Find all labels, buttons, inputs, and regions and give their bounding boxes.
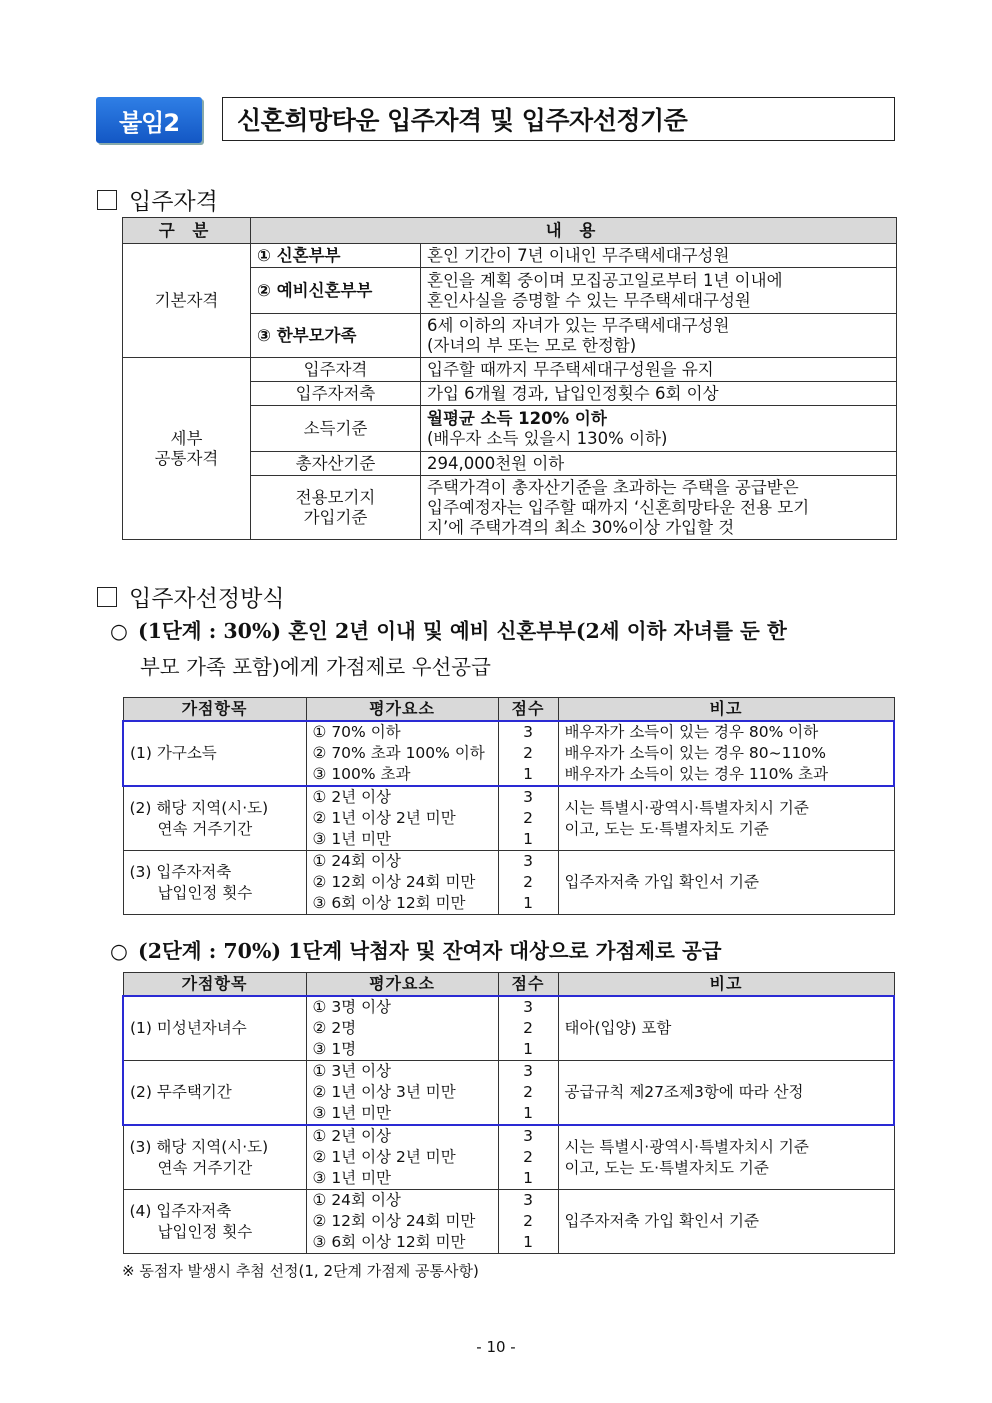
stage1-score-table [122,697,895,915]
score-values [498,786,558,851]
factor: ② 70% 초과 100% 이하 [312,744,485,762]
score-note: 공급규칙 제27조제3항에 따라 산정 [558,1061,894,1126]
col-header-score: 점수 [498,698,558,722]
factor: ① 24회 이상 [312,1191,401,1209]
score-values [498,1125,558,1190]
basic-content [421,268,897,314]
score-values [498,851,558,915]
score: 3 [523,1062,533,1080]
score-factors [306,851,498,915]
detail-eligibility-label [123,358,251,540]
col-header-note: 비고 [558,973,894,997]
score: 1 [523,765,533,783]
note-line: 이고, 도는 도·특별자치도 기준 [564,819,769,838]
note-line: 배우자가 소득이 있는 경우 110% 초과 [564,765,829,783]
col-header-category: 구 분 [123,218,251,244]
stage1-line2: 부모 가족 포함)에게 가점제로 우선공급 [140,655,491,679]
section1-heading [97,183,218,216]
note-line: 시는 특별시·광역시·특별자치시 기준 [564,1137,809,1156]
score-factors [306,1190,498,1254]
col-header-content: 내 용 [251,218,897,244]
score: 2 [523,1019,533,1037]
stage1-line [110,613,900,649]
score-values [498,1190,558,1254]
factor: ① 24회 이상 [312,852,401,870]
score: 2 [523,809,533,827]
item-line: 납입인정 횟수 [157,1222,253,1241]
detail-content [421,406,897,452]
score-factors [306,721,498,786]
score-factors [306,996,498,1061]
detail-item [251,476,421,540]
checkbox-square-icon [97,587,117,607]
detail-label-line: 세부 [170,428,203,448]
score-factors [306,1061,498,1126]
content-line: 지’에 주택가격의 최소 30%이상 가입할 것 [427,517,735,537]
col-header-factor: 평가요소 [306,973,498,997]
score-item: (2) 무주택기간 [123,1061,306,1126]
factor: ① 3명 이상 [312,998,392,1016]
score: 2 [523,873,533,891]
col-header-note: 비고 [558,698,894,722]
stage1-line1: (1단계 : 30%) 혼인 2년 이내 및 예비 신혼부부(2세 이하 자녀를 둔 한 [138,619,787,643]
score-factors [306,786,498,851]
detail-item: 입주자저축 [251,382,421,406]
score: 1 [523,894,533,912]
score: 2 [523,1083,533,1101]
detail-content: 294,000천원 이하 [421,452,897,476]
item-line: 전용모기지 [295,487,376,507]
basic-eligibility-label: 기본자격 [123,244,251,358]
factor: ① 3년 이상 [312,1062,392,1080]
content-line: 주택가격이 총자산기준을 초과하는 주택을 공급받은 [427,477,799,497]
content-line: (배우자 소득 있을시 130% 이하) [427,428,668,448]
stage2-score-table [122,972,895,1254]
score-item: (1) 가구소득 [123,721,306,786]
score-item [123,786,306,851]
item-line: 연속 거주기간 [157,819,253,838]
page-number: - 10 - [476,1338,516,1356]
detail-content: 입주할 때까지 무주택세대구성원을 유지 [421,358,897,382]
stage2-line1: (2단계 : 70%) 1단계 낙첨자 및 잔여자 대상으로 가점제로 공급 [138,939,722,963]
note-line: 이고, 도는 도·특별자치도 기준 [564,1158,769,1177]
score-factors [306,1125,498,1190]
score-note [558,721,894,786]
score: 2 [523,1212,533,1230]
item-line: 연속 거주기간 [157,1158,253,1177]
item-line: (3) 입주자저축 [129,862,232,881]
basic-item: ② 예비신혼부부 [251,268,421,314]
score: 2 [523,1148,533,1166]
col-header-item: 가점항목 [123,698,306,722]
content-line: 혼인을 계획 중이며 모집공고일로부터 1년 이내에 [427,270,783,290]
content-line: 6세 이하의 자녀가 있는 무주택세대구성원 [427,315,730,335]
factor: ② 1년 이상 2년 미만 [312,1148,456,1166]
score: 1 [523,1169,533,1187]
score: 1 [523,1233,533,1251]
factor: ③ 1명 [312,1040,357,1058]
score-note: 입주자저축 가입 확인서 기준 [558,851,894,915]
score: 2 [523,744,533,762]
circle-bullet-icon: ○ [110,619,128,643]
factor: ② 1년 이상 2년 미만 [312,809,456,827]
item-line: (3) 해당 지역(시·도) [129,1137,269,1156]
factor: ② 12회 이상 24회 미만 [312,1212,476,1230]
factor: ① 2년 이상 [312,788,392,806]
eligibility-table [122,217,897,540]
detail-item: 입주자격 [251,358,421,382]
factor: ① 2년 이상 [312,1127,392,1145]
detail-item: 총자산기준 [251,452,421,476]
score-values [498,1061,558,1126]
score-note [558,1125,894,1190]
factor: ② 1년 이상 3년 미만 [312,1083,456,1101]
col-header-factor: 평가요소 [306,698,498,722]
content-line: 입주예정자는 입주할 때까지 ‘신혼희망타운 전용 모기 [427,497,810,517]
score: 1 [523,1040,533,1058]
footnote: ※ 동점자 발생시 추첨 선정(1, 2단계 가점제 공통사항) [122,1262,479,1280]
attachment-badge: 붙임2 [96,97,202,143]
factor: ③ 1년 미만 [312,1169,392,1187]
factor: ① 70% 이하 [312,723,401,741]
score-values [498,721,558,786]
detail-item: 소득기준 [251,406,421,452]
col-header-item: 가점항목 [123,973,306,997]
factor: ③ 1년 미만 [312,830,392,848]
score: 3 [523,723,533,741]
factor: ③ 6회 이상 12회 미만 [312,894,466,912]
section1-heading-text: 입주자격 [129,189,218,215]
section2-heading-text: 입주자선정방식 [129,586,285,612]
score: 1 [523,1104,533,1122]
score: 3 [523,852,533,870]
score-item: (1) 미성년자녀수 [123,996,306,1061]
score-item [123,851,306,915]
detail-label-line: 공통자격 [154,448,219,468]
basic-item: ③ 한부모가족 [251,314,421,358]
basic-content: 혼인 기간이 7년 이내인 무주택세대구성원 [421,244,897,268]
score-note: 태아(입양) 포함 [558,996,894,1061]
title-text: 신혼희망타운 입주자격 및 입주자선정기준 [237,106,688,135]
score: 3 [523,998,533,1016]
score: 1 [523,830,533,848]
item-line: (2) 해당 지역(시·도) [129,798,269,817]
page-title [222,97,895,141]
score-note: 입주자저축 가입 확인서 기준 [558,1190,894,1254]
content-line: 혼인사실을 증명할 수 있는 무주택세대구성원 [427,290,751,310]
detail-content: 가입 6개월 경과, 납입인정횟수 6회 이상 [421,382,897,406]
item-line: (4) 입주자저축 [129,1201,232,1220]
score-note [558,786,894,851]
note-line: 시는 특별시·광역시·특별자치시 기준 [564,798,809,817]
basic-content [421,314,897,358]
detail-content [421,476,897,540]
checkbox-square-icon [97,190,117,210]
section2-heading [97,580,285,613]
factor: ② 12회 이상 24회 미만 [312,873,476,891]
col-header-score: 점수 [498,973,558,997]
item-line: 가입기준 [303,507,368,527]
factor: ③ 1년 미만 [312,1104,392,1122]
circle-bullet-icon: ○ [110,939,128,963]
factor: ③ 100% 초과 [312,765,411,783]
score-item [123,1190,306,1254]
content-line: 월평균 소득 120% 이하 [427,408,607,428]
score: 3 [523,1127,533,1145]
basic-item: ① 신혼부부 [251,244,421,268]
factor: ② 2명 [312,1019,357,1037]
note-line: 배우자가 소득이 있는 경우 80~110% [564,744,826,762]
factor: ③ 6회 이상 12회 미만 [312,1233,466,1251]
score-item [123,1125,306,1190]
score-values [498,996,558,1061]
content-line: (자녀의 부 또는 모로 한정함) [427,335,637,355]
stage1-description [110,613,900,685]
score: 3 [523,788,533,806]
stage2-description [110,933,900,969]
note-line: 배우자가 소득이 있는 경우 80% 이하 [564,723,819,741]
score: 3 [523,1191,533,1209]
item-line: 납입인정 횟수 [157,883,253,902]
